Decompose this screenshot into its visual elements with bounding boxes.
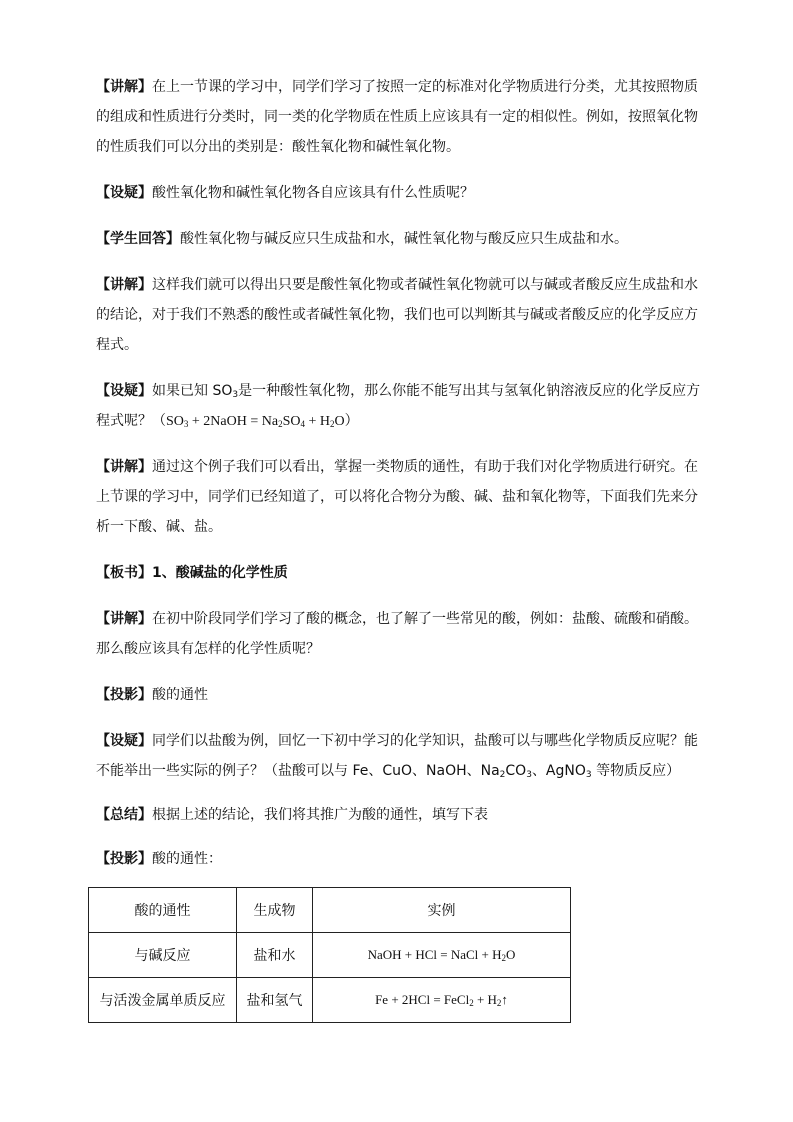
paragraph-text: 同学们以盐酸为例，回忆一下初中学习的化学知识，盐酸可以与哪些化学物质反应呢？能不能举出一些实际的例子？（盐酸可以与 Fe、CuO、NaOH、Na [96, 733, 698, 779]
tag-label: 【投影】 [96, 687, 152, 703]
subscript: 2 [330, 419, 335, 429]
paragraph-projection-2 [96, 844, 701, 874]
tag-label: 【设疑】 [96, 185, 152, 201]
subscript: 2 [496, 998, 502, 1008]
tag-label: 【板书】 [96, 565, 152, 581]
product-cell: 盐和水 [237, 933, 313, 978]
subscript: 4 [300, 419, 305, 429]
example-cell [313, 978, 571, 1023]
paragraph-lecture-2 [96, 270, 701, 360]
tag-label: 【总结】 [96, 807, 152, 823]
paragraph-text: 酸的通性： [152, 851, 222, 867]
subscript: 3 [526, 770, 532, 780]
table-header-row [89, 888, 571, 933]
property-cell: 与活泼金属单质反应 [89, 978, 237, 1023]
board-heading-text: 1、酸碱盐的化学性质 [152, 565, 288, 581]
tag-label: 【设疑】 [96, 733, 152, 749]
paragraph-text: 、AgNO [531, 763, 586, 779]
header-cell: 酸的通性 [89, 888, 237, 933]
subscript: 2 [501, 953, 507, 963]
paragraph-lecture-1 [96, 72, 701, 162]
paragraph-text: 是一种酸性氧化物，那么你能不能写出其与氢氧化钠溶液反应的化学反应方程式呢？（ [96, 383, 701, 429]
tag-label: 【讲解】 [96, 79, 152, 95]
property-cell: 与碱反应 [89, 933, 237, 978]
tag-label: 【讲解】 [96, 277, 152, 293]
tag-label: 【学生回答】 [96, 231, 180, 247]
paragraph-text: 这样我们就可以得出只要是酸性氧化物或者碱性氧化物就可以与碱或者酸反应生成盐和水的结论，对于我们不熟悉的酸性或者碱性氧化物，我们也可以判断其与碱或者酸反应的化学反应方程式。 [96, 277, 698, 353]
eq-part: O [506, 947, 516, 962]
paragraph-text: CO [505, 763, 527, 779]
subscript: 3 [183, 419, 189, 429]
paragraph-text: 根据上述的结论，我们将其推广为酸的通性，填写下表 [152, 807, 488, 823]
paragraph-student-answer [96, 224, 701, 254]
subscript: 2 [278, 419, 283, 429]
table-row [89, 978, 571, 1023]
paragraph-summary [96, 800, 701, 830]
eq-part: ↑ [501, 992, 508, 1007]
tag-label: 【讲解】 [96, 611, 152, 627]
subscript: 2 [469, 998, 474, 1008]
paragraph-projection-1 [96, 680, 701, 710]
paragraph-text: 如果已知 SO [152, 383, 233, 399]
paragraph-text: 在上一节课的学习中，同学们学习了按照一定的标准对化学物质进行分类，尤其按照物质的组成和性质进行分类时，同一类的化学物质在性质上应该具有一定的相似性。例如，按照氧化物的性质我们可以分出的类别是：酸性氧化物和碱性氧化物。 [96, 79, 698, 155]
paragraph-text: 酸性氧化物与碱反应只生成盐和水，碱性氧化物与酸反应只生成盐和水。 [180, 231, 628, 247]
paragraph-board-heading [96, 558, 701, 588]
eq-part: + 2NaOH = Na [188, 414, 279, 429]
eq-part: Fe + 2HCl = FeCl [375, 992, 470, 1007]
header-cell: 生成物 [237, 888, 313, 933]
tag-label: 【设疑】 [96, 383, 152, 399]
tag-label: 【投影】 [96, 851, 152, 867]
paragraph-text: 等物质反应） [591, 763, 681, 779]
paragraph-question-2 [96, 376, 701, 437]
acid-properties-table [88, 887, 571, 1023]
eq-part: + H [304, 414, 330, 429]
header-cell: 实例 [313, 888, 571, 933]
tag-label: 【讲解】 [96, 459, 152, 475]
table-row [89, 933, 571, 978]
paragraph-question-3 [96, 726, 701, 786]
subscript: 2 [499, 770, 506, 780]
paragraph-text: 在初中阶段同学们学习了酸的概念，也了解了一些常见的酸，例如：盐酸、硫酸和硝酸。那么酸应该具有怎样的化学性质呢？ [96, 611, 698, 657]
paragraph-question-1 [96, 178, 701, 208]
product-cell: 盐和氢气 [237, 978, 313, 1023]
paragraph-lecture-4 [96, 604, 701, 664]
chemical-equation [166, 414, 345, 429]
subscript: 3 [232, 390, 239, 400]
eq-part: NaOH + HCl = NaCl + H [367, 947, 502, 962]
eq-part: SO [282, 414, 301, 429]
paragraph-text: 通过这个例子我们可以看出，掌握一类物质的通性，有助于我们对化学物质进行研究。在上节课的学习中，同学们已经知道了，可以将化合物分为酸、碱、盐和氧化物等，下面我们先来分析一下酸、碱、盐。 [96, 459, 698, 535]
eq-part: O [334, 414, 345, 429]
paragraph-text: 酸的通性 [152, 687, 208, 703]
paragraph-text: 酸性氧化物和碱性氧化物各自应该具有什么性质呢？ [152, 185, 474, 201]
paragraph-text: ） [344, 413, 359, 429]
example-cell [313, 933, 571, 978]
eq-part: SO [166, 414, 184, 429]
eq-part: + H [473, 992, 497, 1007]
subscript: 3 [585, 770, 592, 780]
paragraph-lecture-3 [96, 452, 701, 542]
